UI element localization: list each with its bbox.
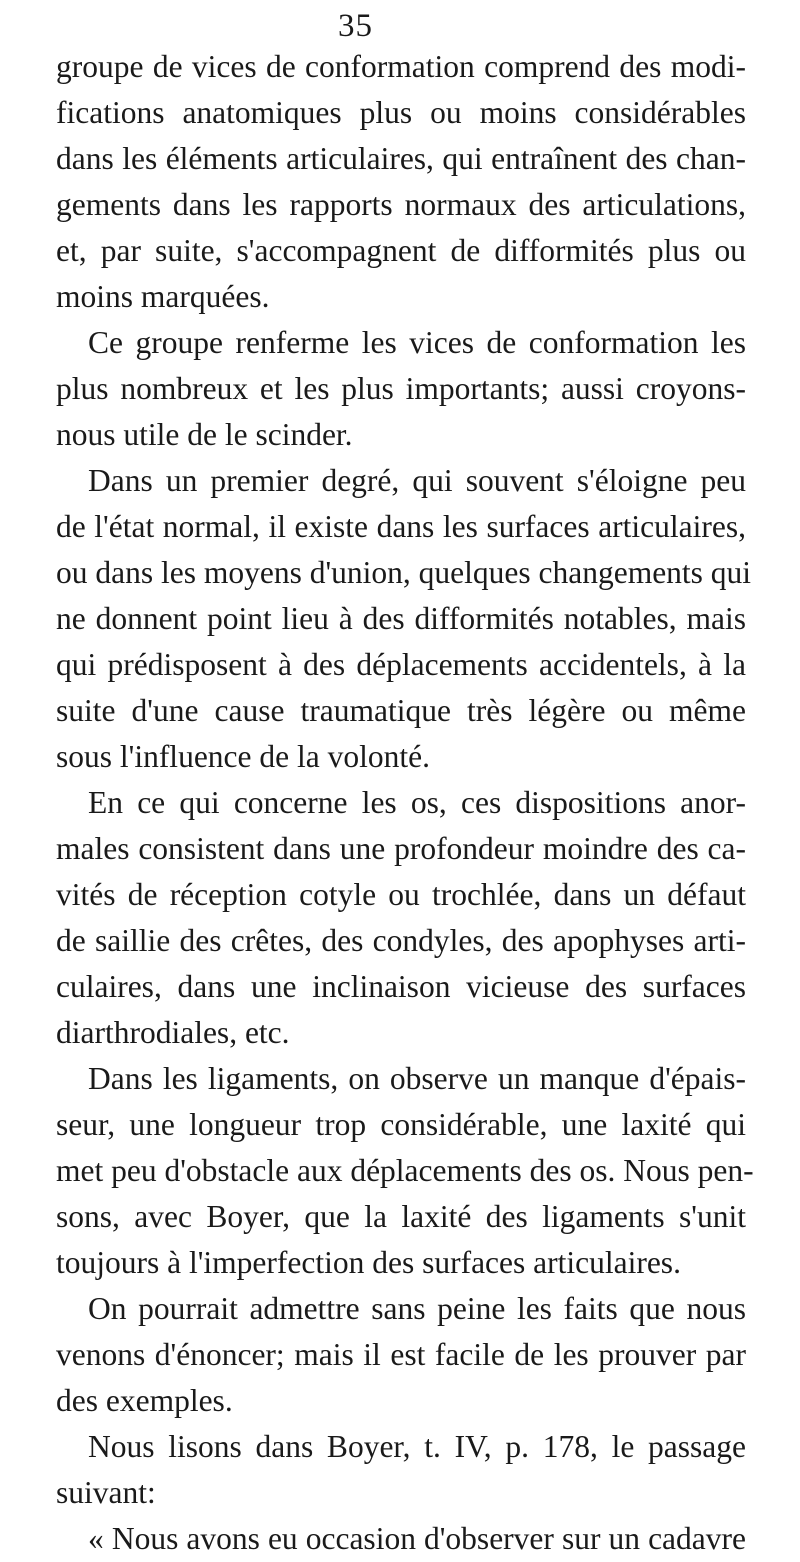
text-line: toujours à l'imperfection des surfaces articulaires. xyxy=(56,1245,681,1280)
text-line: ne donnent point lieu à des difformités notables, mais xyxy=(56,601,746,636)
text-line: fications anatomiques plus ou moins considérables xyxy=(56,95,746,130)
text-line: de saillie des crêtes, des condyles, des apophyses arti- xyxy=(56,923,746,958)
text-line: met peu d'obstacle aux déplacements des os. Nous pen- xyxy=(56,1153,754,1188)
text-line: males consistent dans une profondeur moindre des ca- xyxy=(56,831,746,866)
text-line: ou dans les moyens d'union, quelques changements qui xyxy=(56,555,752,590)
text-line: qui prédisposent à des déplacements accidentels, à la xyxy=(56,647,746,682)
text-line: sous l'influence de la volonté. xyxy=(56,739,430,774)
text-line: sons, avec Boyer, que la laxité des ligaments s'unit xyxy=(56,1199,746,1234)
body-text xyxy=(56,44,754,1562)
text-line: moins marquées. xyxy=(56,279,270,314)
text-line: Ce groupe renferme les vices de conformation les xyxy=(88,325,746,360)
text-line: plus nombreux et les plus importants; aussi croyons- xyxy=(56,371,746,406)
text-line: seur, une longueur trop considérable, une laxité qui xyxy=(56,1107,746,1142)
text-line: suivant: xyxy=(56,1475,156,1510)
text-line: de l'état normal, il existe dans les surfaces articulaires, xyxy=(56,509,746,544)
text-line: diarthrodiales, etc. xyxy=(56,1015,290,1050)
page-number: 35 xyxy=(338,8,373,44)
text-line: gements dans les rapports normaux des articulations, xyxy=(56,187,746,222)
text-line: culaires, dans une inclinaison vicieuse des surfaces xyxy=(56,969,746,1004)
text-line: vités de réception cotyle ou trochlée, dans un défaut xyxy=(56,877,746,912)
text-line: On pourrait admettre sans peine les faits que nous xyxy=(88,1291,746,1326)
text-line: groupe de vices de conformation comprend des modi- xyxy=(56,49,746,84)
text-line: suite d'une cause traumatique très légère ou même xyxy=(56,693,746,728)
text-line: dans les éléments articulaires, qui entraînent des chan- xyxy=(56,141,746,176)
text-line: et, par suite, s'accompagnent de difformités plus ou xyxy=(56,233,746,268)
text-line: nous utile de le scinder. xyxy=(56,417,353,452)
text-line: « Nous avons eu occasion d'observer sur un cadavre xyxy=(88,1521,746,1556)
text-line: Dans un premier degré, qui souvent s'éloigne peu xyxy=(88,463,746,498)
text-line: Nous lisons dans Boyer, t. IV, p. 178, le passage xyxy=(88,1429,746,1464)
text-line: venons d'énoncer; mais il est facile de les prouver par xyxy=(56,1337,746,1372)
text-line: En ce qui concerne les os, ces dispositions anor- xyxy=(88,785,746,820)
text-line: des exemples. xyxy=(56,1383,233,1418)
text-line: Dans les ligaments, on observe un manque d'épais- xyxy=(88,1061,746,1096)
